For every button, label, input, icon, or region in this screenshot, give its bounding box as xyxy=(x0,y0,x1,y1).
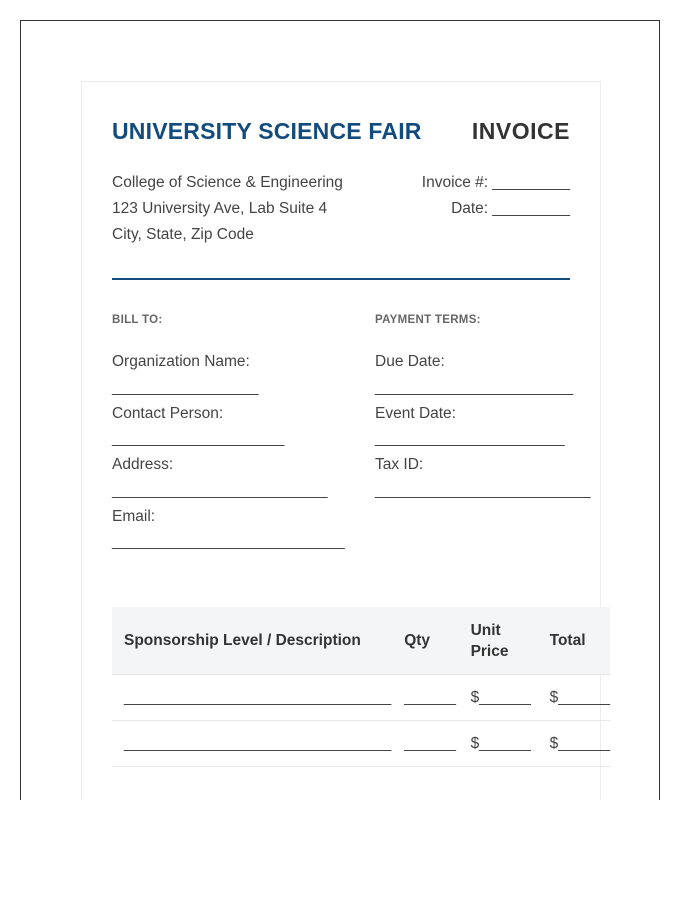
payment-terms-heading: PAYMENT TERMS: xyxy=(375,314,481,326)
line-items-table xyxy=(112,607,610,767)
invoice-meta xyxy=(422,170,570,222)
address-label: Address: xyxy=(112,456,174,473)
total-cell: $______ xyxy=(538,675,610,721)
address-blank: _________________________ xyxy=(112,481,328,499)
unit-price-cell: $______ xyxy=(459,721,538,767)
event-date-blank: ______________________ xyxy=(375,430,565,448)
email-label: Email: xyxy=(112,507,156,525)
qty-column-header: Qty xyxy=(392,607,458,675)
address-line-2: 123 University Ave, Lab Suite 4 xyxy=(112,200,328,217)
payment-terms-fields xyxy=(375,349,591,504)
email-blank: ___________________________ xyxy=(112,533,345,551)
address-line-1: College of Science & Engineering xyxy=(112,174,343,191)
contact-person-label: Contact Person: xyxy=(112,404,224,422)
header-divider xyxy=(112,278,570,280)
description-cell: _______________________________ xyxy=(112,721,392,767)
organization-name-label: Organization Name: xyxy=(112,353,250,370)
total-column-header: Total xyxy=(538,607,610,675)
total-cell: $______ xyxy=(538,721,610,767)
description-cell: _______________________________ xyxy=(112,675,392,721)
table-header-row xyxy=(112,607,610,675)
contact-person-blank: ____________________ xyxy=(112,430,285,448)
issuer-address xyxy=(112,170,343,248)
bill-to-heading: BILL TO: xyxy=(112,314,163,326)
bill-to-fields xyxy=(112,349,345,555)
invoice-title: UNIVERSITY SCIENCE FAIR xyxy=(112,118,422,144)
tax-id-label: Tax ID: xyxy=(375,456,424,473)
event-date-label: Event Date: xyxy=(375,404,456,422)
organization-name-blank: _________________ xyxy=(112,378,259,396)
due-date-label: Due Date: xyxy=(375,353,445,370)
unit-price-column-header: Unit Price xyxy=(459,607,538,675)
qty-cell: ______ xyxy=(392,721,458,767)
document-type-label: INVOICE xyxy=(471,118,570,144)
tax-id-blank: _________________________ xyxy=(375,481,591,499)
table-row xyxy=(112,675,610,721)
table-row xyxy=(112,721,610,767)
invoice-date-field: Date: _________ xyxy=(451,200,570,217)
qty-cell: ______ xyxy=(392,675,458,721)
description-column-header: Sponsorship Level / Description xyxy=(112,607,392,675)
address-line-3: City, State, Zip Code xyxy=(112,226,254,243)
invoice-number-field: Invoice #: _________ xyxy=(421,174,570,191)
unit-price-cell: $______ xyxy=(459,675,538,721)
due-date-blank: _______________________ xyxy=(375,378,574,396)
